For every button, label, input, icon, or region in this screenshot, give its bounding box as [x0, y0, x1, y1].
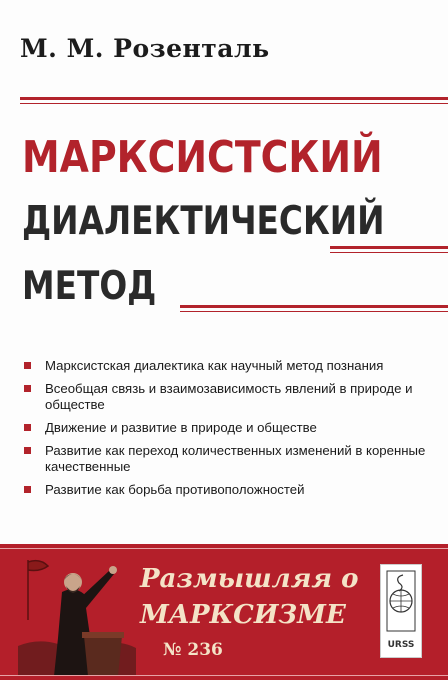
middle-rule	[330, 246, 448, 249]
series-number: № 236	[163, 640, 223, 660]
title-line-3: МЕТОД	[22, 264, 157, 309]
series-title-line-1: Размышляя о	[140, 564, 359, 594]
series-band	[0, 544, 448, 680]
topic-text: Марксистская диалектика как научный метод познания	[45, 358, 384, 373]
topics-list	[24, 358, 434, 505]
topic-text: Движение и развитие в природе и обществе	[45, 420, 317, 435]
topic-item	[24, 420, 434, 436]
square-bullet-icon	[24, 424, 31, 431]
publisher-logo-text: URSS	[387, 640, 415, 650]
square-bullet-icon	[24, 385, 31, 392]
square-bullet-icon	[24, 362, 31, 369]
topic-item	[24, 381, 434, 413]
topic-item	[24, 358, 434, 374]
publisher-logo	[380, 564, 422, 658]
cover-footer	[0, 680, 448, 700]
title-line-1: МАРКСИСТСКИЙ	[22, 132, 383, 183]
title-line-2: ДИАЛЕКТИЧЕСКИЙ	[22, 199, 385, 244]
topic-text: Развитие как переход количественных изменений в коренные качественные	[45, 443, 426, 474]
orator-illustration	[18, 550, 136, 676]
lower-rule	[180, 305, 448, 308]
square-bullet-icon	[24, 447, 31, 454]
topic-item	[24, 482, 434, 498]
top-rule	[20, 97, 448, 100]
author-name: М. М. Розенталь	[20, 34, 270, 63]
square-bullet-icon	[24, 486, 31, 493]
urss-logo-icon	[381, 565, 421, 657]
topic-text: Развитие как борьба противоположностей	[45, 482, 305, 497]
topic-item	[24, 443, 434, 475]
topic-text: Всеобщая связь и взаимозависимость явлений в природе и обществе	[45, 381, 413, 412]
series-title-line-2: МАРКСИЗМЕ	[140, 600, 346, 630]
